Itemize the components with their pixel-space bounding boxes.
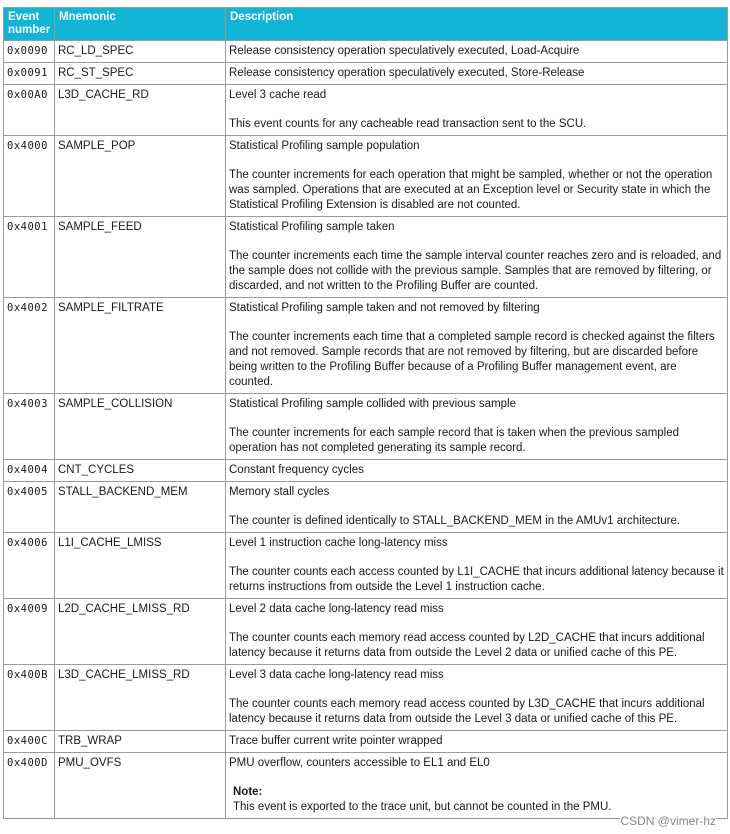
description-summary: Statistical Profiling sample population bbox=[229, 140, 420, 152]
event-number-cell: 0x400D bbox=[4, 753, 55, 819]
watermark: CSDN @vimer-hz bbox=[620, 814, 716, 828]
description-summary: Level 3 cache read bbox=[229, 89, 327, 101]
description-summary: Statistical Profiling sample taken bbox=[229, 221, 395, 233]
description-cell bbox=[226, 665, 728, 731]
description-summary: Trace buffer current write pointer wrapped bbox=[229, 735, 443, 747]
table-row bbox=[4, 753, 728, 819]
description-cell bbox=[226, 533, 728, 599]
description-detail: The counter counts each memory read access counted by L2D_CACHE that incurs additional latency because it returns data from outside the Level 2 data or unified cache of this PE. bbox=[229, 632, 705, 659]
description-cell bbox=[226, 753, 728, 819]
description-summary: Level 3 data cache long-latency read miss bbox=[229, 669, 444, 681]
mnemonic-cell: RC_LD_SPEC bbox=[55, 41, 226, 63]
event-number-cell: 0x4000 bbox=[4, 136, 55, 217]
event-number-cell: 0x4003 bbox=[4, 394, 55, 460]
description-cell bbox=[226, 460, 728, 482]
event-number-cell: 0x4002 bbox=[4, 298, 55, 394]
pmu-events-table bbox=[3, 7, 728, 819]
mnemonic-cell: SAMPLE_FILTRATE bbox=[55, 298, 226, 394]
mnemonic-cell: SAMPLE_COLLISION bbox=[55, 394, 226, 460]
description-cell bbox=[226, 394, 728, 460]
table-row bbox=[4, 136, 728, 217]
description-summary: Statistical Profiling sample collided with previous sample bbox=[229, 398, 516, 410]
event-number-header: Event number bbox=[4, 8, 55, 41]
description-cell bbox=[226, 298, 728, 394]
mnemonic-cell: PMU_OVFS bbox=[55, 753, 226, 819]
description-detail: The counter is defined identically to STALL_BACKEND_MEM in the AMUv1 architecture. bbox=[229, 515, 681, 527]
table-row bbox=[4, 217, 728, 298]
event-number-cell: 0x400C bbox=[4, 731, 55, 753]
description-summary: Memory stall cycles bbox=[229, 486, 330, 498]
table-row bbox=[4, 460, 728, 482]
mnemonic-cell: TRB_WRAP bbox=[55, 731, 226, 753]
mnemonic-cell: L3D_CACHE_LMISS_RD bbox=[55, 665, 226, 731]
description-summary: Level 2 data cache long-latency read miss bbox=[229, 603, 444, 615]
event-number-cell: 0x00A0 bbox=[4, 85, 55, 136]
description-cell bbox=[226, 63, 728, 85]
table-body bbox=[4, 41, 728, 819]
table-row bbox=[4, 41, 728, 63]
table-row bbox=[4, 394, 728, 460]
event-number-cell: 0x4001 bbox=[4, 217, 55, 298]
mnemonic-cell: SAMPLE_FEED bbox=[55, 217, 226, 298]
description-summary: Constant frequency cycles bbox=[229, 464, 364, 476]
description-detail: The counter increments for each operation that might be sampled, whether or not the operation was sampled. Operations that are executed at an Exception level or Security state in which the Statistical Profiling Extension is disabled are not counted. bbox=[229, 169, 713, 211]
description-summary: PMU overflow, counters accessible to EL1 and EL0 bbox=[229, 757, 490, 769]
mnemonic-header: Mnemonic bbox=[55, 8, 226, 41]
mnemonic-cell: L1I_CACHE_LMISS bbox=[55, 533, 226, 599]
table-header-row bbox=[4, 8, 728, 41]
table-row bbox=[4, 482, 728, 533]
table-row bbox=[4, 63, 728, 85]
description-header: Description bbox=[226, 8, 728, 41]
description-summary: Statistical Profiling sample taken and not removed by filtering bbox=[229, 302, 540, 314]
event-number-cell: 0x4005 bbox=[4, 482, 55, 533]
event-number-cell: 0x4004 bbox=[4, 460, 55, 482]
description-summary: Level 1 instruction cache long-latency miss bbox=[229, 537, 448, 549]
description-summary: Release consistency operation speculatively executed, Load-Acquire bbox=[229, 45, 580, 57]
note-block bbox=[229, 785, 724, 815]
event-number-cell: 0x400B bbox=[4, 665, 55, 731]
table-row bbox=[4, 533, 728, 599]
mnemonic-cell: CNT_CYCLES bbox=[55, 460, 226, 482]
description-cell bbox=[226, 217, 728, 298]
mnemonic-cell: L2D_CACHE_LMISS_RD bbox=[55, 599, 226, 665]
description-detail: The counter increments for each sample record that is taken when the previous sampled operation has not completed generating its sample record. bbox=[229, 427, 680, 454]
table-row bbox=[4, 85, 728, 136]
table-row bbox=[4, 599, 728, 665]
mnemonic-cell: STALL_BACKEND_MEM bbox=[55, 482, 226, 533]
description-cell bbox=[226, 482, 728, 533]
description-cell bbox=[226, 41, 728, 63]
description-cell bbox=[226, 731, 728, 753]
mnemonic-cell: RC_ST_SPEC bbox=[55, 63, 226, 85]
description-detail: The counter counts each access counted by L1I_CACHE that incurs additional latency because it returns instructions from outside the Level 1 instruction cache. bbox=[229, 566, 724, 593]
event-number-cell: 0x0091 bbox=[4, 63, 55, 85]
description-cell bbox=[226, 599, 728, 665]
description-detail: The counter increments each time the sample interval counter reaches zero and is reloaded, and the sample does not collide with the previous sample. Samples that are removed by filtering, or discarded, and not written to the Profiling Buffer are counted. bbox=[229, 250, 722, 292]
event-number-cell: 0x4009 bbox=[4, 599, 55, 665]
note-title: Note: bbox=[233, 786, 263, 798]
event-number-cell: 0x0090 bbox=[4, 41, 55, 63]
description-detail: The counter increments each time that a completed sample record is checked against the filters and not removed. Sample records that are not removed by filtering, but are discarded before being written to the Profiling Buffer because of a Profiling Buffer management event, are counted. bbox=[229, 331, 715, 388]
description-summary: Release consistency operation speculatively executed, Store-Release bbox=[229, 67, 585, 79]
description-detail: This event counts for any cacheable read transaction sent to the SCU. bbox=[229, 118, 587, 130]
description-cell bbox=[226, 136, 728, 217]
description-cell bbox=[226, 85, 728, 136]
table-row bbox=[4, 731, 728, 753]
note-text: This event is exported to the trace unit, but cannot be counted in the PMU. bbox=[233, 801, 612, 813]
mnemonic-cell: L3D_CACHE_RD bbox=[55, 85, 226, 136]
event-number-cell: 0x4006 bbox=[4, 533, 55, 599]
table-row bbox=[4, 665, 728, 731]
description-detail: The counter counts each memory read access counted by L3D_CACHE that incurs additional latency because it returns data from outside the Level 3 data or unified cache of this PE. bbox=[229, 698, 705, 725]
table-row bbox=[4, 298, 728, 394]
mnemonic-cell: SAMPLE_POP bbox=[55, 136, 226, 217]
